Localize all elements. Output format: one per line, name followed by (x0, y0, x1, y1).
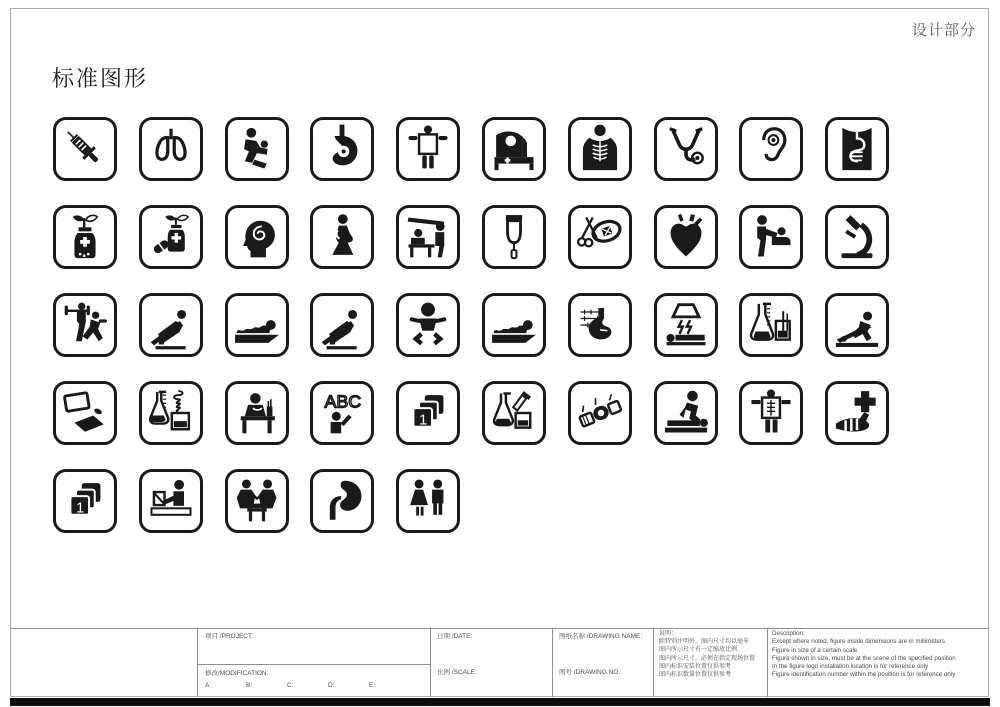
note-line: 图内标识数量位置仅供参考 (659, 672, 732, 679)
surgical-instruments-icon (568, 205, 632, 269)
rehabilitation-exercise-icon (53, 293, 117, 357)
hydrotherapy-bed-icon-2 (482, 293, 546, 357)
treatment-table-icon (396, 205, 460, 269)
lungs-icon (139, 117, 203, 181)
titleblock-divider (653, 628, 654, 697)
gastroscopy-icon (310, 117, 374, 181)
kidney-urology-icon (310, 469, 374, 533)
obstetrics-icon (310, 205, 374, 269)
classroom-abc-icon (310, 381, 374, 445)
pediatrics-baby-icon (396, 293, 460, 357)
psychology-icon (225, 205, 289, 269)
laboratory-flasks-icon (739, 293, 803, 357)
note-line: 说明： (659, 631, 678, 637)
note-line: 图内标识安装位置仅供参考 (659, 663, 732, 670)
project-label: 项目 /PROJECT: (205, 633, 254, 640)
numbered-files-icon-2 (53, 469, 117, 533)
fluoroscopy-xray-icon (739, 381, 803, 445)
bandage-supplies-icon (568, 381, 632, 445)
revision-a: A: (205, 682, 212, 689)
inpatient-ward-icon (482, 117, 546, 181)
first-aid-dressing-icon (825, 381, 889, 445)
herbal-medicine-icon (53, 205, 117, 269)
drawing-no-label: 图号 /DRAWING NO.: (559, 669, 622, 676)
date-label: 日期 /DATE: (437, 633, 473, 640)
chest-xray-icon (568, 117, 632, 181)
reception-desk-icon (225, 381, 289, 445)
chemistry-distillation-icon (139, 381, 203, 445)
gastric-examination-icon (568, 293, 632, 357)
note-line: 图内所示尺寸，必须在指定现场位置 (659, 655, 756, 662)
lecture-projection-icon (53, 381, 117, 445)
titleblock-divider (430, 628, 431, 697)
recliner-therapy-icon (139, 293, 203, 357)
note-line: 除特别注明外，图内尺寸均以毫米 (659, 639, 750, 646)
note-line: Except where noted, figure inside dimensions are in millimeters (772, 638, 945, 646)
corner-label: 设计部分 (911, 22, 976, 39)
titleblock-divider (197, 628, 198, 697)
numbered-files-icon (396, 381, 460, 445)
scale-label: 比例 /SCALE: (437, 669, 477, 676)
restroom-icon (396, 469, 460, 533)
revision-b: B: (246, 682, 253, 689)
incline-exercise-icon (825, 293, 889, 357)
titleblock-top-line (10, 628, 989, 629)
iv-infusion-icon (482, 205, 546, 269)
revision-e: E: (369, 682, 376, 689)
note-line: Figure in size of a certain scale (772, 646, 858, 654)
svg-text:ABC: ABC (324, 391, 362, 412)
revision-c: C: (287, 682, 294, 689)
notes-english (772, 630, 956, 680)
digestive-system-icon (825, 117, 889, 181)
ear-ent-icon (739, 117, 803, 181)
titleblock-subline (197, 664, 430, 665)
stethoscope-icon (654, 117, 718, 181)
note-line: Description: (772, 630, 805, 637)
cardiology-heart-icon (654, 205, 718, 269)
revision-slots (205, 682, 410, 689)
pictogram-grid (53, 117, 889, 533)
note-line: Figure identification number within the position is for reference only (772, 671, 956, 679)
cpr-emergency-icon (654, 381, 718, 445)
preparation-table-icon (225, 469, 289, 533)
svg-text:1: 1 (419, 412, 428, 429)
note-line: 图内所示尺寸有一定缩放比例 (659, 647, 738, 654)
notes-chinese (659, 630, 755, 679)
service-counter-icon (139, 469, 203, 533)
titleblock-divider (767, 628, 768, 697)
microscope-icon (825, 205, 889, 269)
recliner-therapy-icon-2 (310, 293, 374, 357)
pharmacy-icon (139, 205, 203, 269)
infrared-lamp-therapy-icon (654, 293, 718, 357)
body-xray-icon (396, 117, 460, 181)
svg-text:1: 1 (76, 500, 85, 517)
modification-label: 修改/MODIFICATION: (205, 670, 269, 677)
laboratory-dropper-icon (482, 381, 546, 445)
hydrotherapy-bed-icon (225, 293, 289, 357)
note-line: Figure shown in size, must be at the scene of the specified position (772, 654, 956, 662)
page-title: 标准图形 (52, 66, 149, 91)
drawing-name-label: 图纸名称 /DRAWING NAME: (559, 633, 643, 640)
revision-d: D: (328, 682, 335, 689)
injection-icon (53, 117, 117, 181)
patient-examination-icon (739, 205, 803, 269)
titleblock-divider (552, 628, 553, 697)
infant-nursing-icon (225, 117, 289, 181)
note-line: In the figure logo installation location is for reference only (772, 663, 929, 671)
bottom-bar (10, 698, 990, 706)
